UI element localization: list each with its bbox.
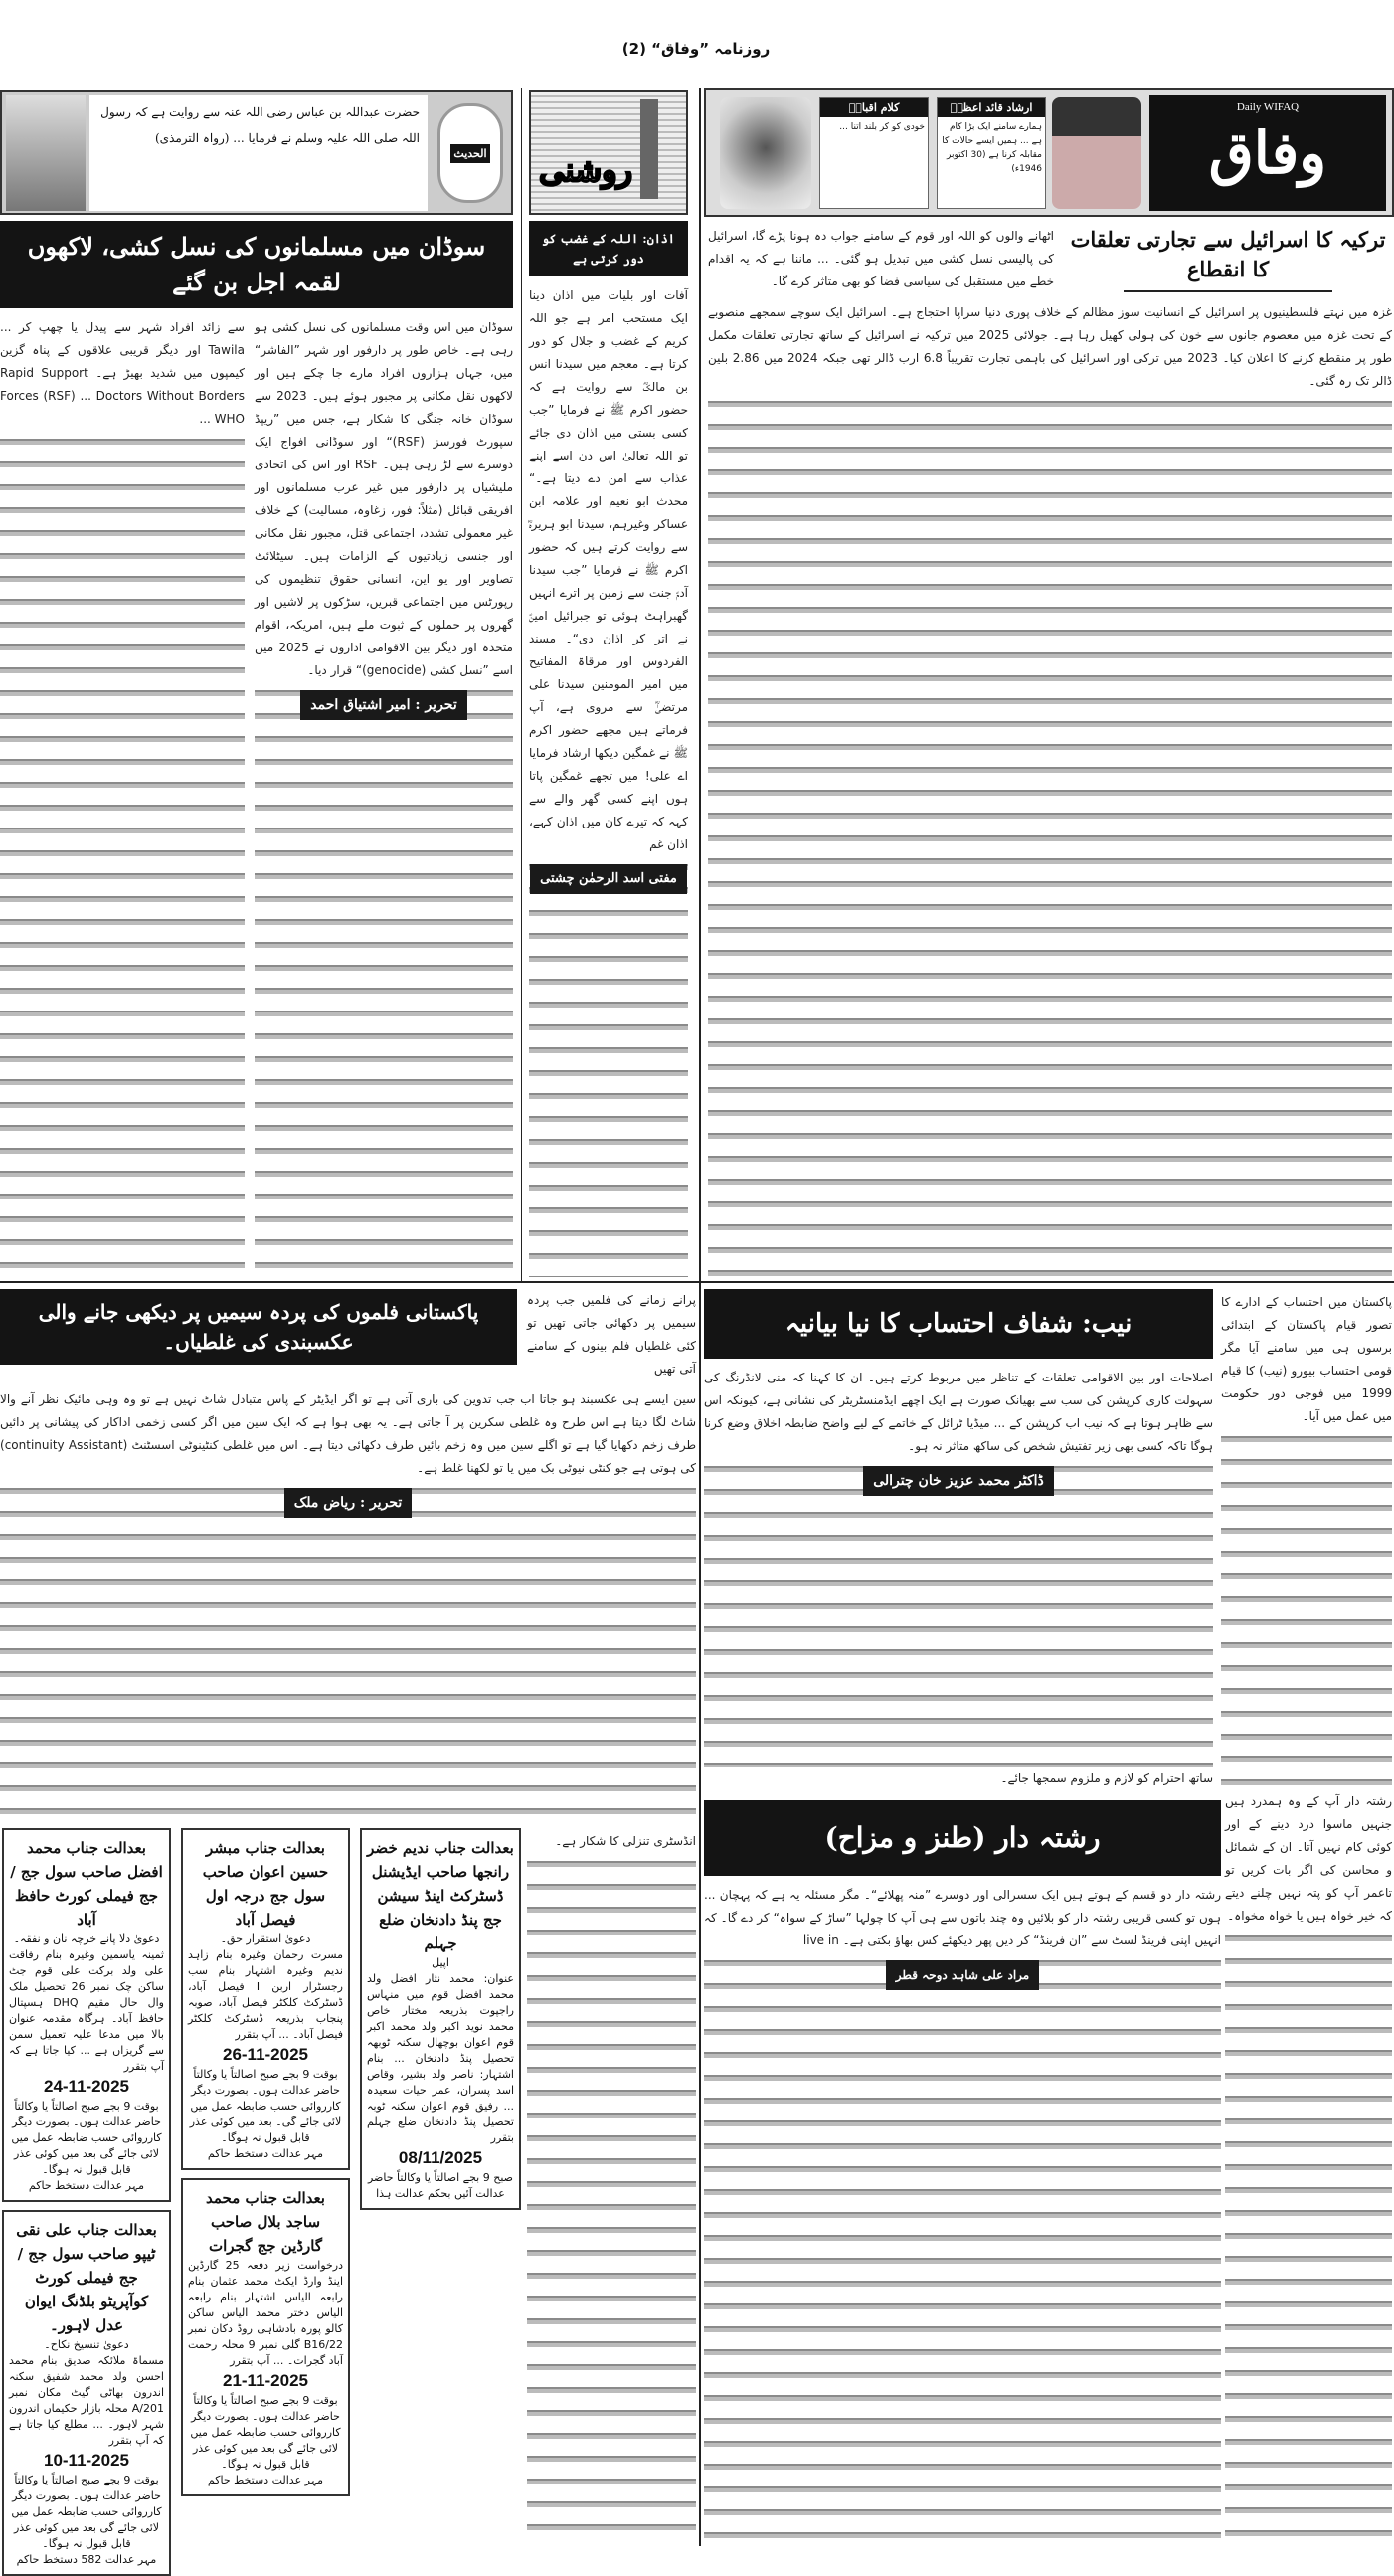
sudan-text-col1: سوڈان میں اس وقت مسلمانوں کی نسل کشی ہو رہی ہے۔ خاص طور پر دارفور اور شہر ”الفاشر“ میں، جہاں ہزاروں افراد مارے جا چکے ہیں اور لاکھوں نقل مکانی پر مجبور ہوئے ہیں۔ 2023 سے سوڈان خانہ جنگی کا شکار ہے، جس میں ”ریپڈ سپورٹ فورسز (RSF)“ اور سوڈانی افواج ایک دوسرے سے لڑ رہی ہیں۔ RSF اور اس کی اتحادی ملیشیاں پر دارفور میں غیر عرب مسلمانوں اور افریقی قبائل (مثلاً: فور، زغاوہ، مسالیت) کے خلاف غیر معمولی تشدد، اجتماعی قتل، مجبور نقل مکانی اور جنسی زیادتیوں کے الزامات ہیں۔ سیٹلائٹ تصاویر اور یو این، انسانی حقوق تنظیموں کی رپورٹس میں اجتماعی قبریں، سڑکوں پر لاشیں اور گھروں پر حملوں کے ثبوت ملے ہیں، امریکہ، اقوام متحدہ اور دیگر بین الاقوامی اداروں نے 2025 میں اسے ”نسل کشی (genocide)“ قرار دیا۔ تحریر : امیر اشتیاق احمد: [255, 316, 513, 1277]
roshni-logo: روشنی: [529, 90, 688, 215]
portrait-iqbal: [720, 97, 811, 209]
notice-date: 21-11-2025: [222, 2371, 309, 2390]
court-notice: [2, 1828, 171, 2202]
notice-footer: بوقت 9 بجے صبح اصالتاً یا وکالتاً حاضر عدالت ہوں۔ بصورت دیگر کارروائی حسب ضابطہ عمل میں لائی جائے گی بعد میں کوئی عذر قابل قبول نہ ہوگا۔: [11, 2474, 162, 2550]
nab-text-end: ساتھ احترام کو لازم و ملزوم سمجھا جائے۔: [704, 1767, 1213, 1790]
kalam-text: خودی کو کر بلند اتنا ...: [839, 122, 925, 132]
notice-body: عنوان: محمد نثار افضل ولد محمد افضل قوم میں منہاس راجپوت بذریعہ مختار خاص محمد نوید اکبر ولد محمد اکبر قوم اعوان بوچھال سکنہ ٹوبھہ تحصیل پنڈ دادنخان ... بنام اشتہار: ناصر ولد بشیر، وقاص اسد پسران، عمر حیات سعیدہ ... رفیق قوم اعوان سکنہ ٹوبہ تحصیل پنڈ دادنخان ضلع جہلم بتقرر: [367, 1972, 514, 2144]
notice-footer: بوقت 9 بجے صبح اصالتاً یا وکالتاً حاضر عدالت ہوں۔ بصورت دیگر کارروائی حسب ضابطہ عمل میں لائی جائے گی بعد میں کوئی عذر قابل قبول نہ ہوگا۔: [11, 2100, 162, 2176]
notice-footer: صبح 9 بجے اصالتاً یا وکالتاً حاضر عدالت آئیں بحکم عدالت ہذا: [367, 2171, 514, 2200]
notice-subject: دعویٰ دلا پانے خرچہ نان و نفقہ۔: [13, 1932, 160, 1945]
notice-date: 10-11-2025: [43, 2451, 130, 2470]
roshni-text: آفات اور بلیات میں اذان دینا ایک مستحب امر ہے جو اللہ کریم کے غضب و جلال کو دور کرتا ہے۔ معجم میں سیدنا انس بن مالکؓ سے روایت ہے کہ حضور اکرم ﷺ نے فرمایا ”جب کسی بستی میں اذان دی جائے تو اللہ تعالیٰ اس دن اسے اپنے عذاب سے امن دے دیتا ہے۔“ محدث ابو نعیم اور علامہ ابن عساکر وغیرہم، سیدنا ابو ہریرہؓ سے روایت کرتے ہیں کہ حضور اکرم ﷺ نے فرمایا ”جب سیدنا آدمؑ جنت سے زمین پر اترے انہیں گھبراہٹ ہوئی تو جبرائیل امینؑ نے اتر کر اذان دی“۔ مسند الفردوس اور مرقاۃ المفاتیح میں امیر المومنین سیدنا علی مرتضیٰؓ سے مروی ہے، آپ فرماتے ہیں مجھے حضور اکرم ﷺ نے غمگین دیکھا ارشاد فرمایا اے علی! میں تجھے غمگین پاتا ہوں اپنے کسی گھر والے سے کہہ کہ تیرے کان میں اذان کہے، اذان غم مفتی اسد الرحمٰن چشتی: [529, 284, 688, 1277]
roshni-headline: اذان: اللہ کے غضب کو دور کرتی ہے: [529, 221, 688, 276]
notice-body: ثمینہ یاسمین وغیرہ بنام رفاقت علی ولد برکت علی قوم جٹ ساکن چک نمبر 26 تحصیل ملک وال حال مقیم DHQ ہسپتال حافظ آباد۔ ہرگاہ مقدمہ عنوان بالا میں مدعا علیہ تعمیل سمن سے گریزاں ہے ... کیا جاتا ہے کہ آپ بتقرر: [9, 1948, 165, 2073]
turkey-text: غزہ میں نہتے فلسطینیوں پر اسرائیل کے انسانیت سوز مظالم کے خلاف پوری دنیا سراپا احتجاج ہے۔ اسرائیل ایک سوچے سمجھے منصوبے کے تحت غزہ میں معصوم جانوں سے خون کی ہولی کھیل رہا ہے۔ جولائی 2025 میں ترکیہ نے اسرائیل کے ساتھ تجارتی تعلقات مکمل طور پر منقطع کرنے کا اعلان کیا۔ 2023 میں ترکی اور اسرائیل کی باہمی تجارت تقریباً 6.8 ارب ڈالر تھی جبکہ 2024 میں 2.86 بلین ڈالر تک رہ گئی۔: [708, 301, 1392, 1277]
turkey-text-top: اٹھانے والوں کو اللہ اور قوم کے سامنے جواب دہ ہونا پڑے گا، اسرائیل کی پالیسی نسل کشی میں تبدیل ہو گئی۔ ... ماننا ہے کہ یہ اقدام خطے میں مستقبل کی سیاسی فضا کو بھی متاثر کرے گا۔: [708, 225, 1054, 293]
rishtedar-headline: رشتہ دار (طنز و مزاح): [704, 1800, 1221, 1876]
court-notice: [360, 1828, 521, 2210]
film-headline: پاکستانی فلموں کی پردہ سیمیں پر دیکھی جانے والی عکسبندی کی غلطیاں۔: [0, 1289, 517, 1365]
court-notice: [2, 2210, 171, 2576]
turkey-headline: ترکیہ کا اسرائیل سے تجارتی تعلقات کا انقطاع: [1070, 227, 1386, 281]
page-header: روزنامہ ”وفاق“ (2): [621, 40, 771, 58]
film-intro: پرانے زمانے کی فلمیں جب پردہ سیمیں پر دکھائی جاتی تھیں تو کئی غلطیاں فلم بینوں کے سامنے آتی تھیں: [527, 1289, 696, 1380]
sudan-text-col2: سے زائد افراد شہر سے پیدل یا چھپ کر ... Tawila اور دیگر قریبی علاقوں کے پناہ گزین کیمپوں میں شدید بھیڑ ہے۔ Rapid Support Forces (RSF) ... Doctors Without Borders ... WHO: [0, 316, 245, 1277]
notice-subject: اپیل: [432, 1956, 449, 1969]
notice-subject: دعویٰ تنسیخ نکاح۔: [44, 2338, 129, 2351]
notice-body: مسرت رحمان وغیرہ بنام زاہد ندیم وغیرہ اشتہار بنام سب رجسٹرار اربن I فیصل آباد، ڈسٹرکٹ کلکٹر فیصل آباد، صوبہ پنجاب بذریعہ ڈسٹرکٹ کلکٹر فیصل آباد۔ ... آپ بتقرر: [188, 1948, 343, 2041]
hadith-text: حضرت عبداللہ بن عباس رضی اللہ عنہ سے روایت ہے کہ رسول اللہ صلی اللہ علیہ وسلم نے فرمایا ... (رواہ الترمذی): [89, 95, 428, 211]
rishtedar-byline: مراد علی شاہد دوحہ قطر: [886, 1960, 1039, 1990]
film-text-continued: انڈسٹری تنزلی کا شکار ہے۔: [527, 1830, 696, 2541]
notice-sign: مہر عدالت دستخط حاکم: [207, 2147, 324, 2160]
nab-byline: ڈاکٹر محمد عزیز خان چترالی: [863, 1466, 1054, 1496]
court-notice: [181, 2178, 350, 2496]
film-byline: تحریر : ریاض ملک: [284, 1488, 413, 1518]
masthead: [704, 88, 1394, 217]
notice-title: بعدالت جناب علی نقی ٹیپو صاحب سول جج / جج فیملی کورٹ کوآپریٹو بلڈنگ ایوان عدل لاہور۔: [16, 2221, 157, 2334]
notice-subject: دعویٰ استقرار حق۔: [220, 1932, 311, 1945]
roshni-byline: مفتی اسد الرحمٰن چشتی: [530, 864, 687, 894]
notice-date: 08/11/2025: [398, 2148, 483, 2167]
notice-sign: مہر عدالت دستخط حاکم: [207, 2474, 324, 2486]
sudan-byline: تحریر : امیر اشتیاق احمد: [300, 690, 466, 720]
notice-title: بعدالت جناب محمد ساجد بلال صاحب گارڈین جج گجرات: [206, 2189, 325, 2255]
notice-title: بعدالت جناب محمد افضل صاحب سول جج / جج فیملی کورٹ حافظ آباد: [10, 1839, 163, 1929]
hadith-label: الحدیث: [450, 144, 489, 163]
sudan-headline: سوڈان میں مسلمانوں کی نسل کشی، لاکھوں لقمہ اجل بن گئے: [0, 221, 513, 308]
notice-footer: بوقت 9 بجے صبح اصالتاً یا وکالتاً حاضر عدالت ہوں۔ بصورت دیگر کارروائی حسب ضابطہ عمل میں لائی جائے گی بعد میں کوئی عذر قابل قبول نہ ہوگا۔: [190, 2394, 341, 2471]
notice-sign: مہر عدالت دستخط حاکم: [28, 2179, 145, 2192]
notice-date: 24-11-2025: [43, 2077, 130, 2096]
nab-headline: نیب: شفاف احتساب کا نیا بیانیہ: [704, 1289, 1213, 1359]
notice-body: درخواست زیر دفعہ 25 گارڈین اینڈ وارڈ ایکٹ محمد عثمان بنام رابعہ الیاس اشتہار بنام رابعہ الیاس دختر محمد الیاس ساکن کالو پورہ بادشاہی روڈ دکان نمبر B16/22 گلی نمبر 9 محلہ رحمت آباد گجرات۔ ... آپ بتقرر: [188, 2259, 344, 2367]
rishtedar-intro: رشتہ دار آپ کے وہ ہمدرد ہیں جنہیں ماسوا درد دینے کے اور کوئی کام نہیں آتا۔ ان کے شمائل و محاسن کی اگر بات کریں تو تاعمر آپ کو پتہ نہیں چلنے دیتے کہ خیر خواہ ہیں یا خواہ مخواہ۔: [1225, 1790, 1392, 2541]
irshad-text: ہمارے سامنے ایک بڑا کام ہے ... ہمیں ایسے حالات کا مقابلہ کرنا ہے (30 اکتوبر 1946ء): [942, 122, 1042, 174]
notice-title: بعدالت جناب مبشر حسین اعوان صاحب سول جج درجہ اول فیصل آباد: [202, 1839, 329, 1929]
notice-footer: بوقت 9 بجے صبح اصالتاً یا وکالتاً حاضر عدالت ہوں۔ بصورت دیگر کارروائی حسب ضابطہ عمل میں لائی جائے گی۔ بعد میں کوئی عذر قابل قبول نہ ہوگا۔: [189, 2068, 342, 2144]
rishtedar-text: رشتہ دار دو قسم کے ہوتے ہیں ایک سسرالی اور دوسرے ”منہ پھلائے“۔ مگر مسئلہ یہ ہے کہ پہچان ... ہوں تو کسی قریبی رشتہ دار کو بلائیں وہ چند باتوں سے ہی آپ کا چولہا ”ساڑ کے سواہ“ کر دے گا۔ کہ انہیں اپنی فرینڈ لسٹ سے ”ان فرینڈ“ کر دیں پھر دیکھئے کس بھاؤ بکتی ہے۔ live in مراد علی شاہد دوحہ قطر: [704, 1884, 1221, 2541]
notice-sign: مہر عدالت 582 دستخط حاکم: [16, 2553, 157, 2566]
court-notice: [181, 1828, 350, 2170]
film-text: سین ایسے ہی عکسبند ہو جاتا اب جب تدوین کی باری آتی ہے تو اگر ایڈیٹر کے پاس متبادل شاٹ نہیں ہے تو وہ وہی مائیک نظر آنے والا شاٹ لگا دیتا ہے اس طرح وہ غلطی سکرین پر آ جاتی ہے۔ یہ بھی ہوا ہے کہ ایک سین میں اگر کسی زخمی اداکار کی پیشانی پر دائیں طرف زخم دکھایا گیا ہے تو اگلے سین میں وہ زخم بائیں طرف دکھائی دیتا ہے۔ اس میں غلطی کنٹینوٹی اسسٹنٹ (continuity Assistant) کی ہوتی ہے جو کنٹی نیوٹی بک میں یا تو لکھنا غلط ہے۔ تحریر : ریاض ملک: [0, 1388, 696, 1822]
irshad-title: ارشاد قائد اعظمؒ: [938, 98, 1045, 117]
portrait-jinnah: [1052, 97, 1141, 209]
mosque-image: [6, 95, 86, 211]
logo: Daily WIFAQ وفاق: [1149, 95, 1386, 211]
hadith-box: [0, 90, 513, 215]
nab-text: اصلاحات اور بین الاقوامی تعلقات کے تناظر میں مربوط کرتے ہیں۔ ان کا کہنا کہ منی لانڈرنگ کی سہولت کاری کرپشن کی سب سے بھیانک صورت ہے ایک اچھے ایڈمنسٹریٹر کی نشانی ہے، کیونکہ اس سے ظاہر ہوتا ہے کہ نیب اب کرپشن کے ... میڈیا ٹرائل کے خاتمے کے لیے واضح ضابطہ اخلاق وضع کرنا ہوگا تاکہ کسی بھی زیر تفتیش شخص کی ساکھ متاثر نہ ہو۔ ڈاکٹر محمد عزیز خان چترالی ساتھ احترام کو لازم و ملزوم سمجھا جائے۔: [704, 1367, 1213, 1790]
notice-body: مسماۃ ملائکہ صدیق بنام محمد احسن ولد محمد شفیق سکنہ اندرون بھاٹی گیٹ مکان نمبر 201/A محلہ بازار حکیماں اندرون شہر لاہور۔ ... مطلع کیا جاتا ہے کہ آپ بتقرر: [9, 2354, 164, 2447]
notice-title: بعدالت جناب ندیم خضر رانجھا صاحب ایڈیشنل ڈسٹرکٹ اینڈ سیشن جج پنڈ دادنخان ضلع جہلم: [367, 1839, 514, 1952]
lighthouse-icon: [640, 99, 658, 199]
kalam-title: کلام اقبالؒ: [820, 98, 928, 117]
notice-date: 26-11-2025: [222, 2045, 309, 2064]
nab-intro: پاکستان میں احتساب کے ادارے کا تصور قیام پاکستان کے ابتدائی برسوں ہی میں سامنے آیا مگر قومی احتساب بیورو (نیب) کا قیام 1999 میں فوجی دور حکومت میں عمل میں آیا۔: [1221, 1291, 1392, 1788]
